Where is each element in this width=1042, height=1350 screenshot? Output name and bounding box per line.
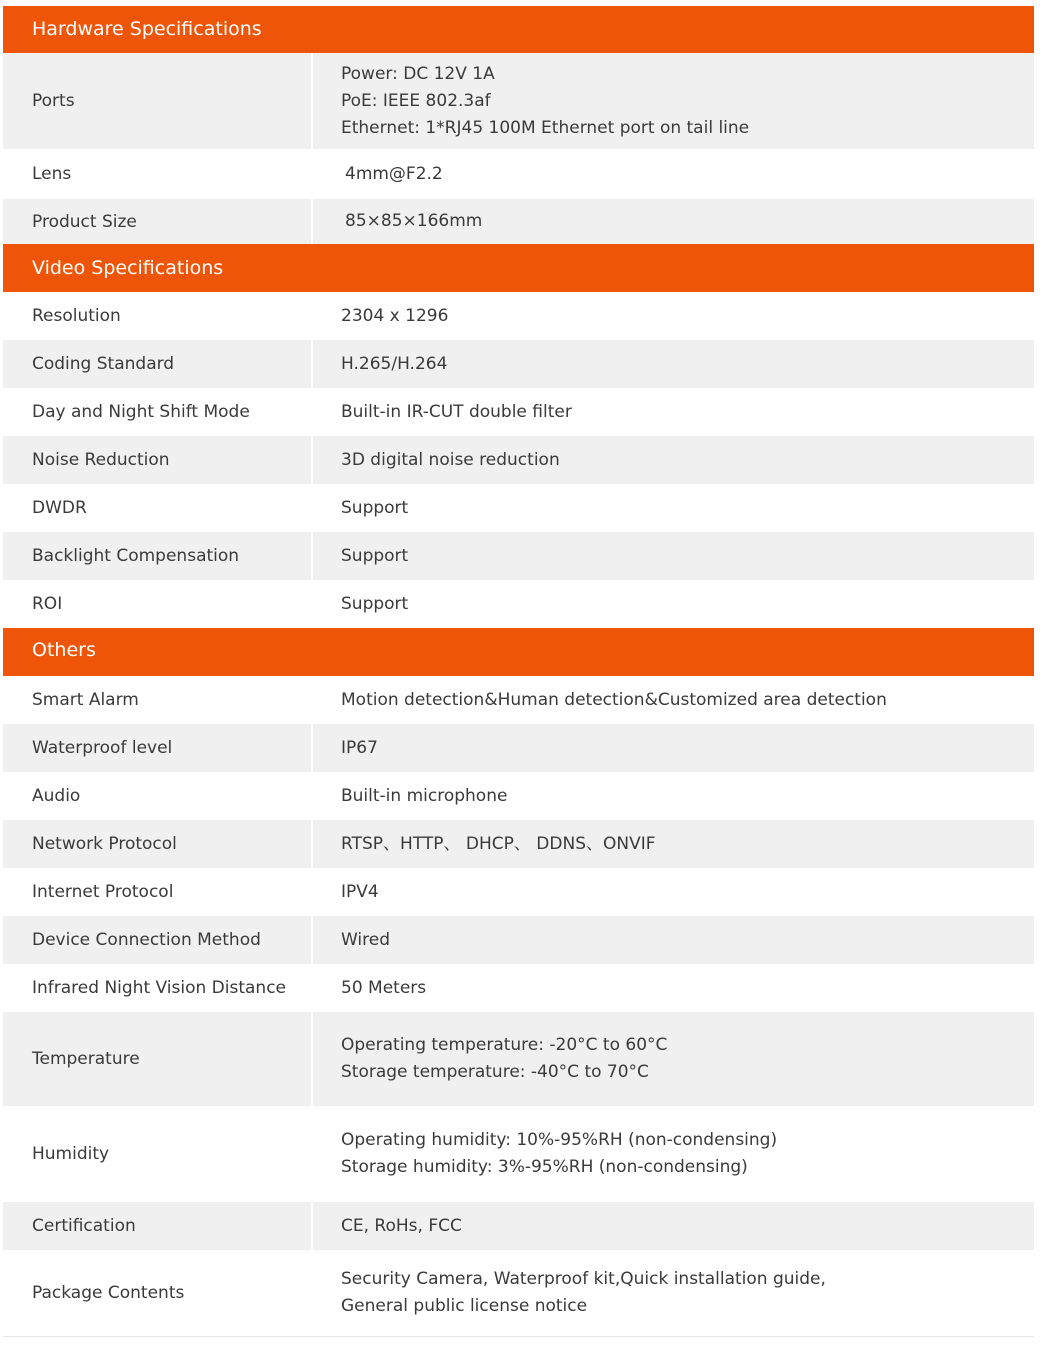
row-label: Smart Alarm	[32, 690, 139, 710]
value-line: CE, RoHs, FCC	[341, 1215, 462, 1236]
row-label: Resolution	[32, 306, 121, 326]
value-line: PoE: IEEE 802.3af	[341, 90, 491, 111]
table-row	[3, 820, 1034, 868]
table-row	[3, 1012, 1034, 1106]
row-value	[313, 676, 1034, 724]
section-header-video: Video Specifications	[3, 244, 1034, 292]
value-line: 50 Meters	[341, 977, 427, 998]
row-value	[313, 820, 1034, 868]
row-value	[313, 340, 1034, 388]
row-value	[313, 436, 1034, 484]
table-row	[3, 199, 1034, 244]
value-line: H.265/H.264	[341, 353, 448, 374]
row-label: Certification	[3, 1202, 311, 1250]
value-line: Support	[341, 593, 409, 614]
value-line: IP67	[341, 737, 378, 758]
row-value	[313, 292, 1034, 340]
row-value	[313, 868, 1034, 916]
row-label: Internet Protocol	[32, 882, 174, 902]
value-line: 4mm@F2.2	[345, 163, 443, 184]
section-header-hardware: Hardware Specifications	[3, 6, 1034, 53]
table-row	[3, 484, 1034, 532]
row-label: Audio	[32, 786, 81, 806]
value-line: Power: DC 12V 1A	[341, 63, 495, 84]
row-label: Noise Reduction	[3, 436, 311, 484]
row-value	[313, 388, 1034, 436]
value-line: Operating temperature: -20°C to 60°C	[341, 1035, 668, 1055]
row-label: Lens	[32, 164, 72, 184]
table-row	[3, 436, 1034, 484]
table-row	[3, 772, 1034, 820]
table-row	[3, 532, 1034, 580]
row-label: DWDR	[32, 498, 87, 518]
row-label: ROI	[32, 594, 63, 614]
value-line: Built-in microphone	[341, 785, 508, 806]
row-label: Package Contents	[32, 1283, 185, 1303]
table-row	[3, 580, 1034, 628]
value-line: Motion detection&Human detection&Customized area detection	[341, 689, 887, 710]
value-line: 85×85×166mm	[345, 211, 483, 231]
row-label: Infrared Night Vision Distance	[32, 978, 286, 998]
row-value	[313, 532, 1034, 580]
value-line: Ethernet: 1*RJ45 100M Ethernet port on tail line	[341, 117, 750, 138]
row-value	[313, 580, 1034, 628]
value-line: RTSP、HTTP、 DHCP、 DDNS、ONVIF	[341, 833, 656, 854]
section-header-others: Others	[3, 628, 1034, 676]
table-row	[3, 964, 1034, 1012]
value-line: Storage humidity: 3%-95%RH (non-condensing)	[341, 1157, 748, 1177]
row-value	[313, 772, 1034, 820]
table-row	[3, 676, 1034, 724]
row-value	[313, 1250, 1034, 1336]
row-value	[313, 964, 1034, 1012]
value-line: Support	[341, 497, 409, 518]
table-row	[3, 868, 1034, 916]
row-label: Waterproof level	[3, 724, 311, 772]
value-line: Security Camera, Waterproof kit,Quick installation guide,	[341, 1269, 826, 1289]
table-row	[3, 1106, 1034, 1202]
row-value	[313, 199, 1034, 244]
table-row	[3, 916, 1034, 964]
row-label: Network Protocol	[3, 820, 311, 868]
table-row	[3, 1250, 1034, 1336]
row-label: Humidity	[32, 1144, 110, 1164]
value-line: IPV4	[341, 881, 379, 902]
value-line: Built-in IR-CUT double filter	[341, 401, 572, 422]
table-row	[3, 340, 1034, 388]
value-line: 3D digital noise reduction	[341, 449, 560, 470]
table-row	[3, 149, 1034, 199]
row-label: Day and Night Shift Mode	[32, 402, 250, 422]
value-line: General public license notice	[341, 1296, 588, 1316]
table-row	[3, 1202, 1034, 1250]
row-value	[313, 1012, 1034, 1106]
row-label: Backlight Compensation	[3, 532, 311, 580]
table-row	[3, 292, 1034, 340]
spec-table	[3, 6, 1034, 1337]
row-value	[313, 1106, 1034, 1202]
row-value	[313, 916, 1034, 964]
table-bottom-divider	[3, 1336, 1034, 1337]
row-value	[313, 1202, 1034, 1250]
row-value	[313, 484, 1034, 532]
row-label: Ports	[3, 53, 311, 149]
row-value	[313, 53, 1034, 149]
row-label: Device Connection Method	[3, 916, 311, 964]
value-line: Wired	[341, 929, 391, 950]
row-label: Coding Standard	[3, 340, 311, 388]
value-line: Storage temperature: -40°C to 70°C	[341, 1062, 649, 1082]
value-line: 2304 x 1296	[341, 305, 449, 326]
table-row	[3, 724, 1034, 772]
row-label: Temperature	[3, 1012, 311, 1106]
value-line: Operating humidity: 10%-95%RH (non-condensing)	[341, 1130, 778, 1150]
row-label: Product Size	[3, 199, 311, 244]
row-value	[313, 149, 1034, 199]
table-row	[3, 53, 1034, 149]
row-value	[313, 724, 1034, 772]
table-row	[3, 388, 1034, 436]
value-line: Support	[341, 545, 409, 566]
